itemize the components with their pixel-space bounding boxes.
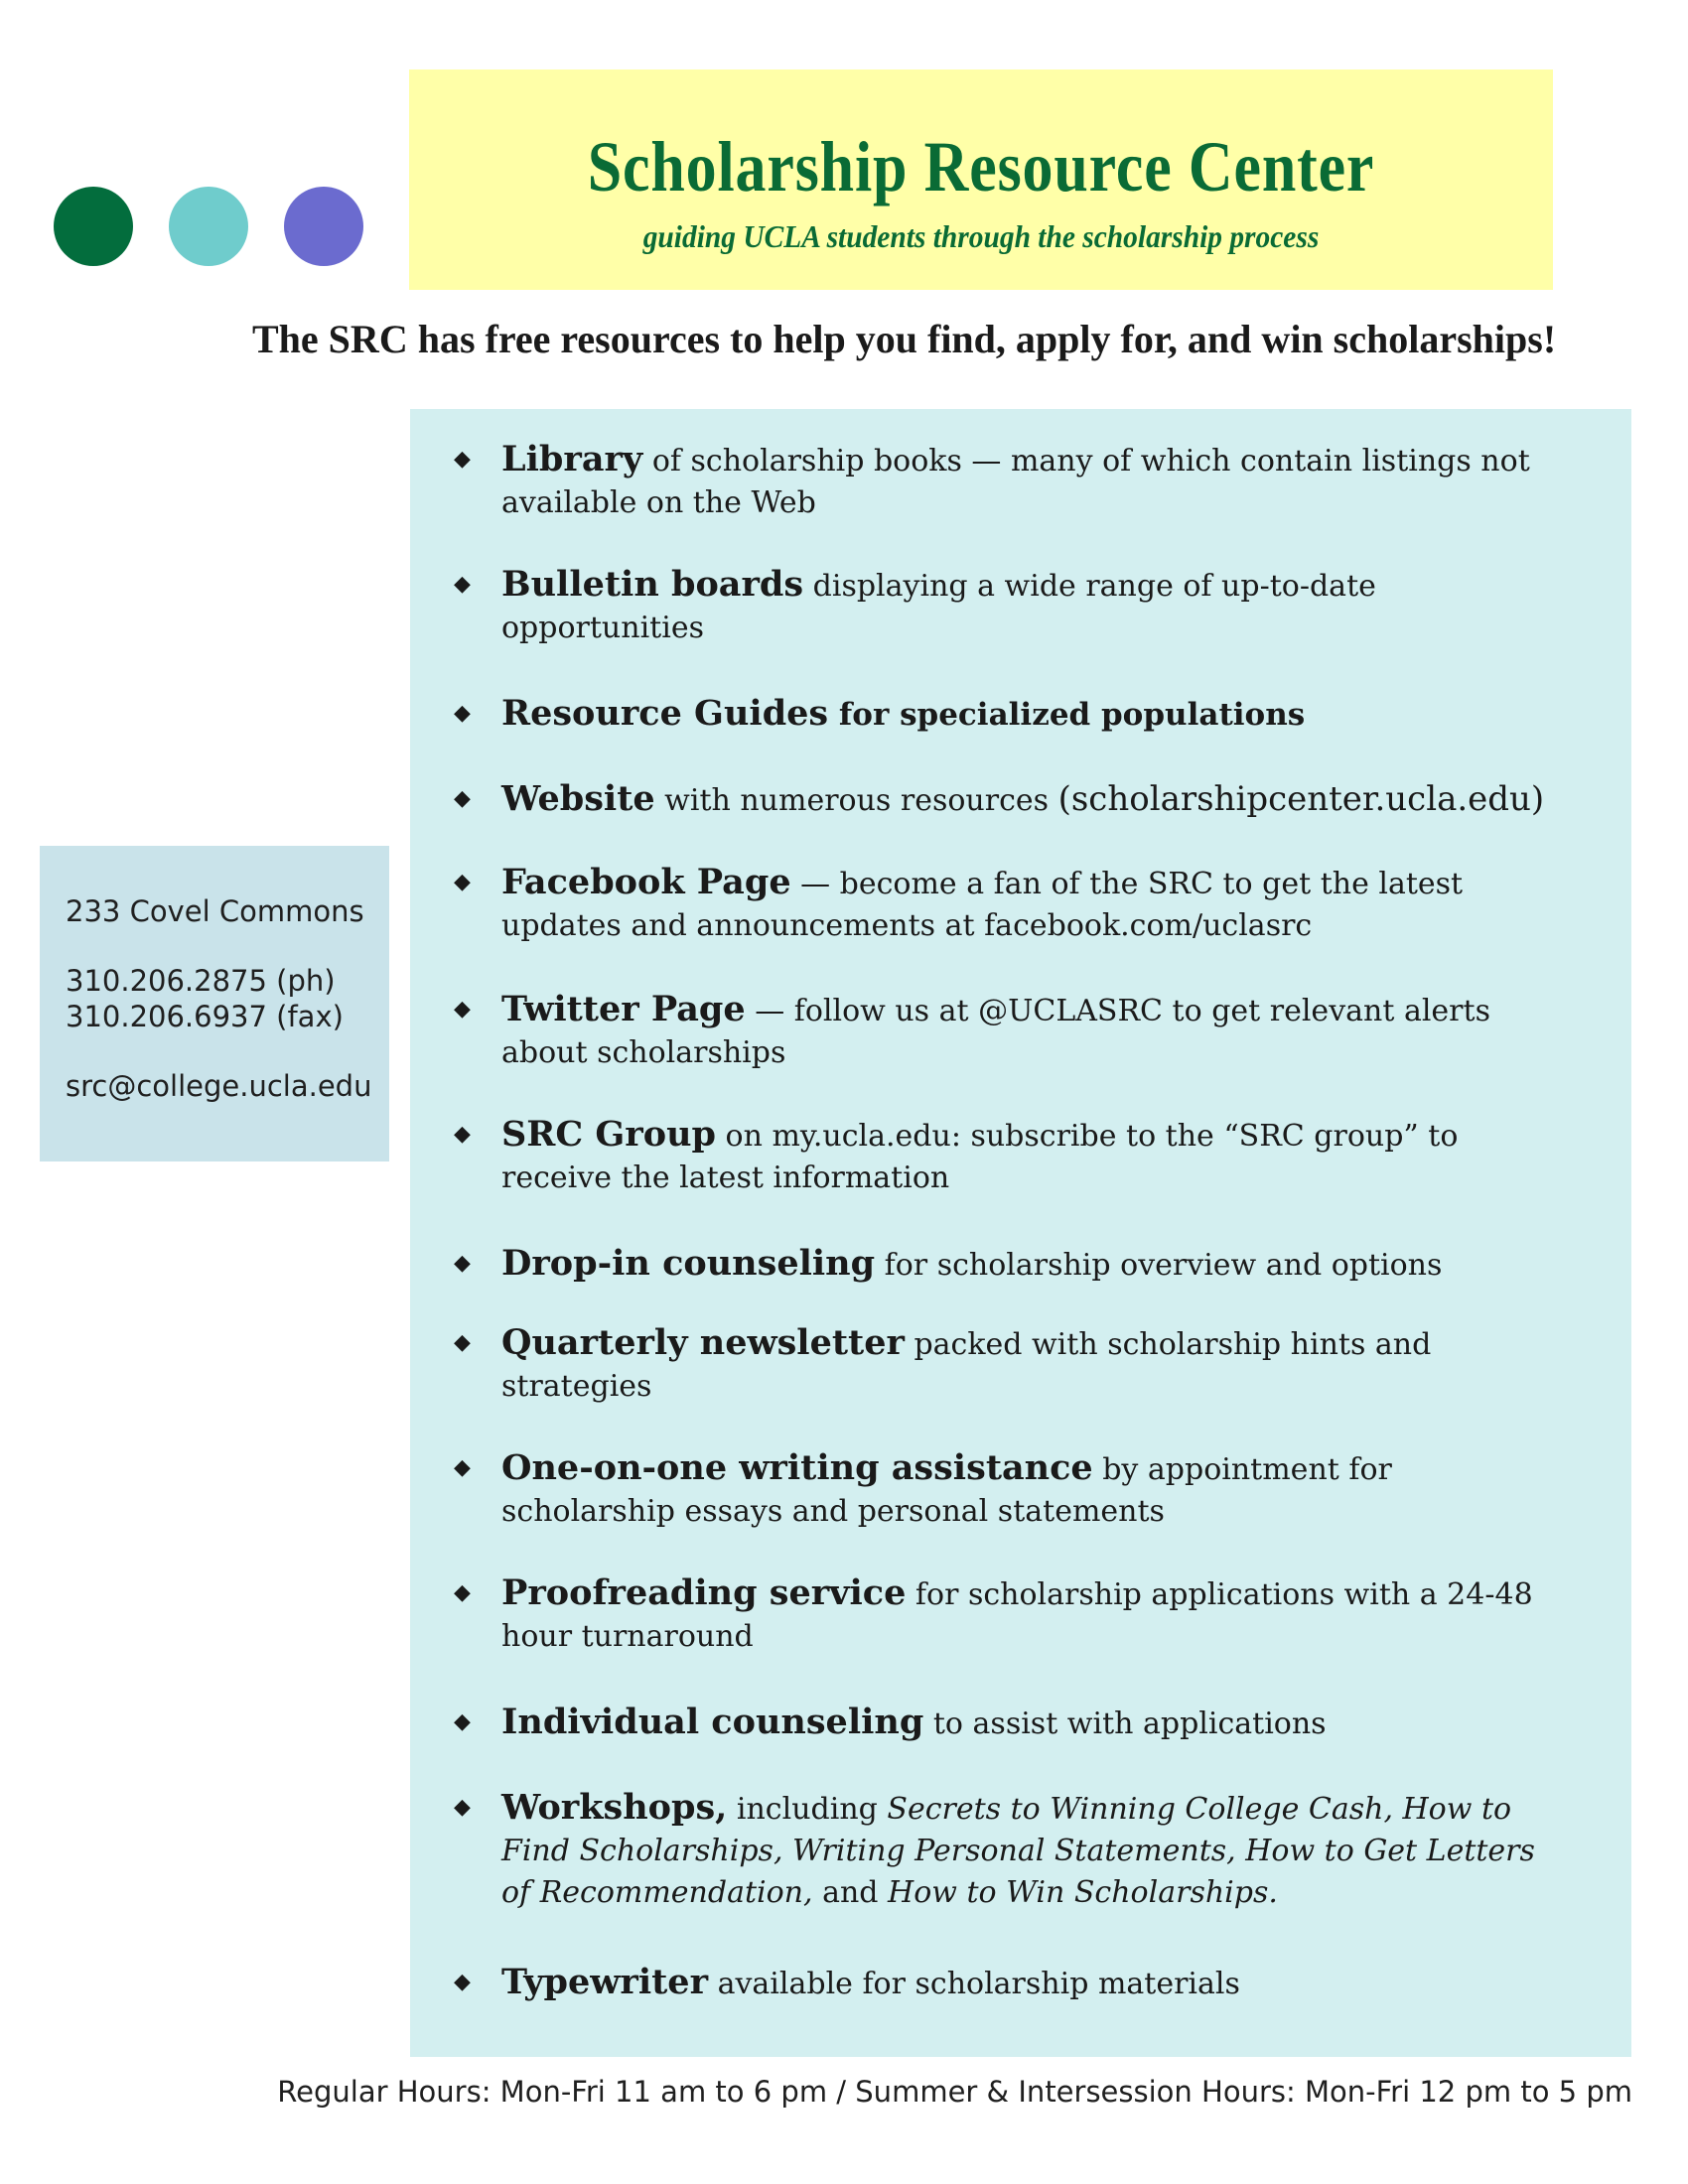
header-banner [409, 69, 1553, 290]
item-heading: Proofreading service [501, 1572, 907, 1613]
contact-fax: 310.206.6937 (fax) [66, 1000, 344, 1033]
item-text: by appointment for scholarship essays and personal statements [501, 1452, 1392, 1529]
item-text: — follow us at @UCLASRC to get relevant alerts about scholarships [501, 994, 1490, 1070]
item-heading: SRC Group [501, 1114, 716, 1155]
workshop-title: How to Find Scholarships, [501, 1792, 1512, 1868]
item-text: of scholarship books — many of which contain listings not available on the Web [501, 444, 1530, 520]
diamond-bullet-icon: ◆ [454, 572, 471, 597]
list-item [450, 1572, 1562, 1658]
item-text: for scholarship overview and options [875, 1248, 1443, 1283]
item-heading: Twitter Page [501, 989, 746, 1029]
website-link[interactable]: (scholarshipcenter.ucla.edu) [1057, 779, 1545, 819]
green-circle-icon [54, 187, 133, 266]
contact-address: 233 Covel Commons [66, 894, 364, 928]
diamond-bullet-icon: ◆ [454, 1455, 471, 1480]
workshop-title: How to Win Scholarships. [888, 1875, 1278, 1910]
purple-circle-icon [284, 187, 363, 266]
list-item [450, 1962, 1562, 2005]
diamond-bullet-icon: ◆ [454, 1251, 471, 1276]
item-heading: Facebook Page [501, 862, 791, 902]
item-heading-extra: for specialized populations [828, 697, 1306, 733]
workshop-title: How to Get Letters of Recommendation, [501, 1834, 1535, 1910]
teal-circle-icon [169, 187, 248, 266]
contact-email[interactable]: src@college.ucla.edu [66, 1069, 372, 1103]
item-text: — become a fan of the SRC to get the latest updates and announcements at facebook.com/uclasrc [501, 867, 1464, 943]
diamond-bullet-icon: ◆ [454, 997, 471, 1022]
resource-list [450, 439, 1562, 2005]
item-heading: Website [501, 778, 655, 819]
item-text: for scholarship applications with a 24-48 hour turnaround [501, 1577, 1533, 1654]
item-heading: Drop-in counseling [501, 1243, 876, 1284]
list-item [450, 778, 1562, 822]
list-item [450, 1114, 1562, 1199]
list-item [450, 1702, 1562, 1745]
resource-panel [410, 409, 1631, 2057]
item-heading: Bulletin boards [501, 564, 804, 605]
list-item [450, 989, 1562, 1074]
item-heading: Typewriter [501, 1962, 709, 2002]
item-heading: Workshops, [501, 1787, 728, 1828]
contact-phone: 310.206.2875 (ph) [66, 964, 336, 998]
diamond-bullet-icon: ◆ [454, 1709, 471, 1734]
item-text: packed with scholarship hints and strategies [501, 1327, 1432, 1404]
list-item [450, 1787, 1562, 1914]
page-title: Scholarship Resource Center [587, 127, 1375, 206]
list-item [450, 439, 1562, 524]
diamond-bullet-icon: ◆ [454, 701, 471, 726]
list-item [450, 862, 1562, 947]
workshop-title: Writing Personal Statements, [782, 1834, 1236, 1868]
item-text: to assist with applications [923, 1706, 1327, 1741]
list-item [450, 693, 1562, 737]
item-heading: Resource Guides [501, 693, 829, 734]
item-heading: Quarterly newsletter [501, 1322, 905, 1363]
diamond-bullet-icon: ◆ [454, 1122, 471, 1147]
contact-box [40, 846, 389, 1161]
list-item [450, 1243, 1562, 1287]
item-text: with numerous resources [654, 783, 1058, 818]
hours-footer: Regular Hours: Mon-Fri 11 am to 6 pm / Summer & Intersession Hours: Mon-Fri 12 pm to 5 pm [277, 2075, 1632, 2109]
list-item [450, 564, 1562, 649]
item-heading: One-on-one writing assistance [501, 1447, 1093, 1488]
diamond-bullet-icon: ◆ [454, 447, 471, 472]
diamond-bullet-icon: ◆ [454, 1795, 471, 1820]
item-text: available for scholarship materials [708, 1967, 1240, 2001]
diamond-bullet-icon: ◆ [454, 1580, 471, 1605]
list-item [450, 1322, 1562, 1408]
page-subtitle: guiding UCLA students through the scholarship process [642, 218, 1320, 254]
item-text: displaying a wide range of up-to-date opportunities [501, 569, 1376, 645]
diamond-bullet-icon: ◆ [454, 870, 471, 894]
diamond-bullet-icon: ◆ [454, 1970, 471, 1994]
item-heading: Library [501, 439, 643, 479]
workshop-title: Secrets to Winning College Cash, [887, 1792, 1393, 1827]
item-text: including [727, 1792, 888, 1827]
item-text: on my.ucla.edu: subscribe to the “SRC group” to receive the latest information [501, 1119, 1459, 1195]
intro-headline: The SRC has free resources to help you find, apply for, and win scholarships! [252, 317, 1557, 361]
diamond-bullet-icon: ◆ [454, 786, 471, 811]
list-item [450, 1447, 1562, 1533]
diamond-bullet-icon: ◆ [454, 1330, 471, 1355]
item-heading: Individual counseling [501, 1702, 924, 1742]
item-text: and [812, 1875, 889, 1910]
